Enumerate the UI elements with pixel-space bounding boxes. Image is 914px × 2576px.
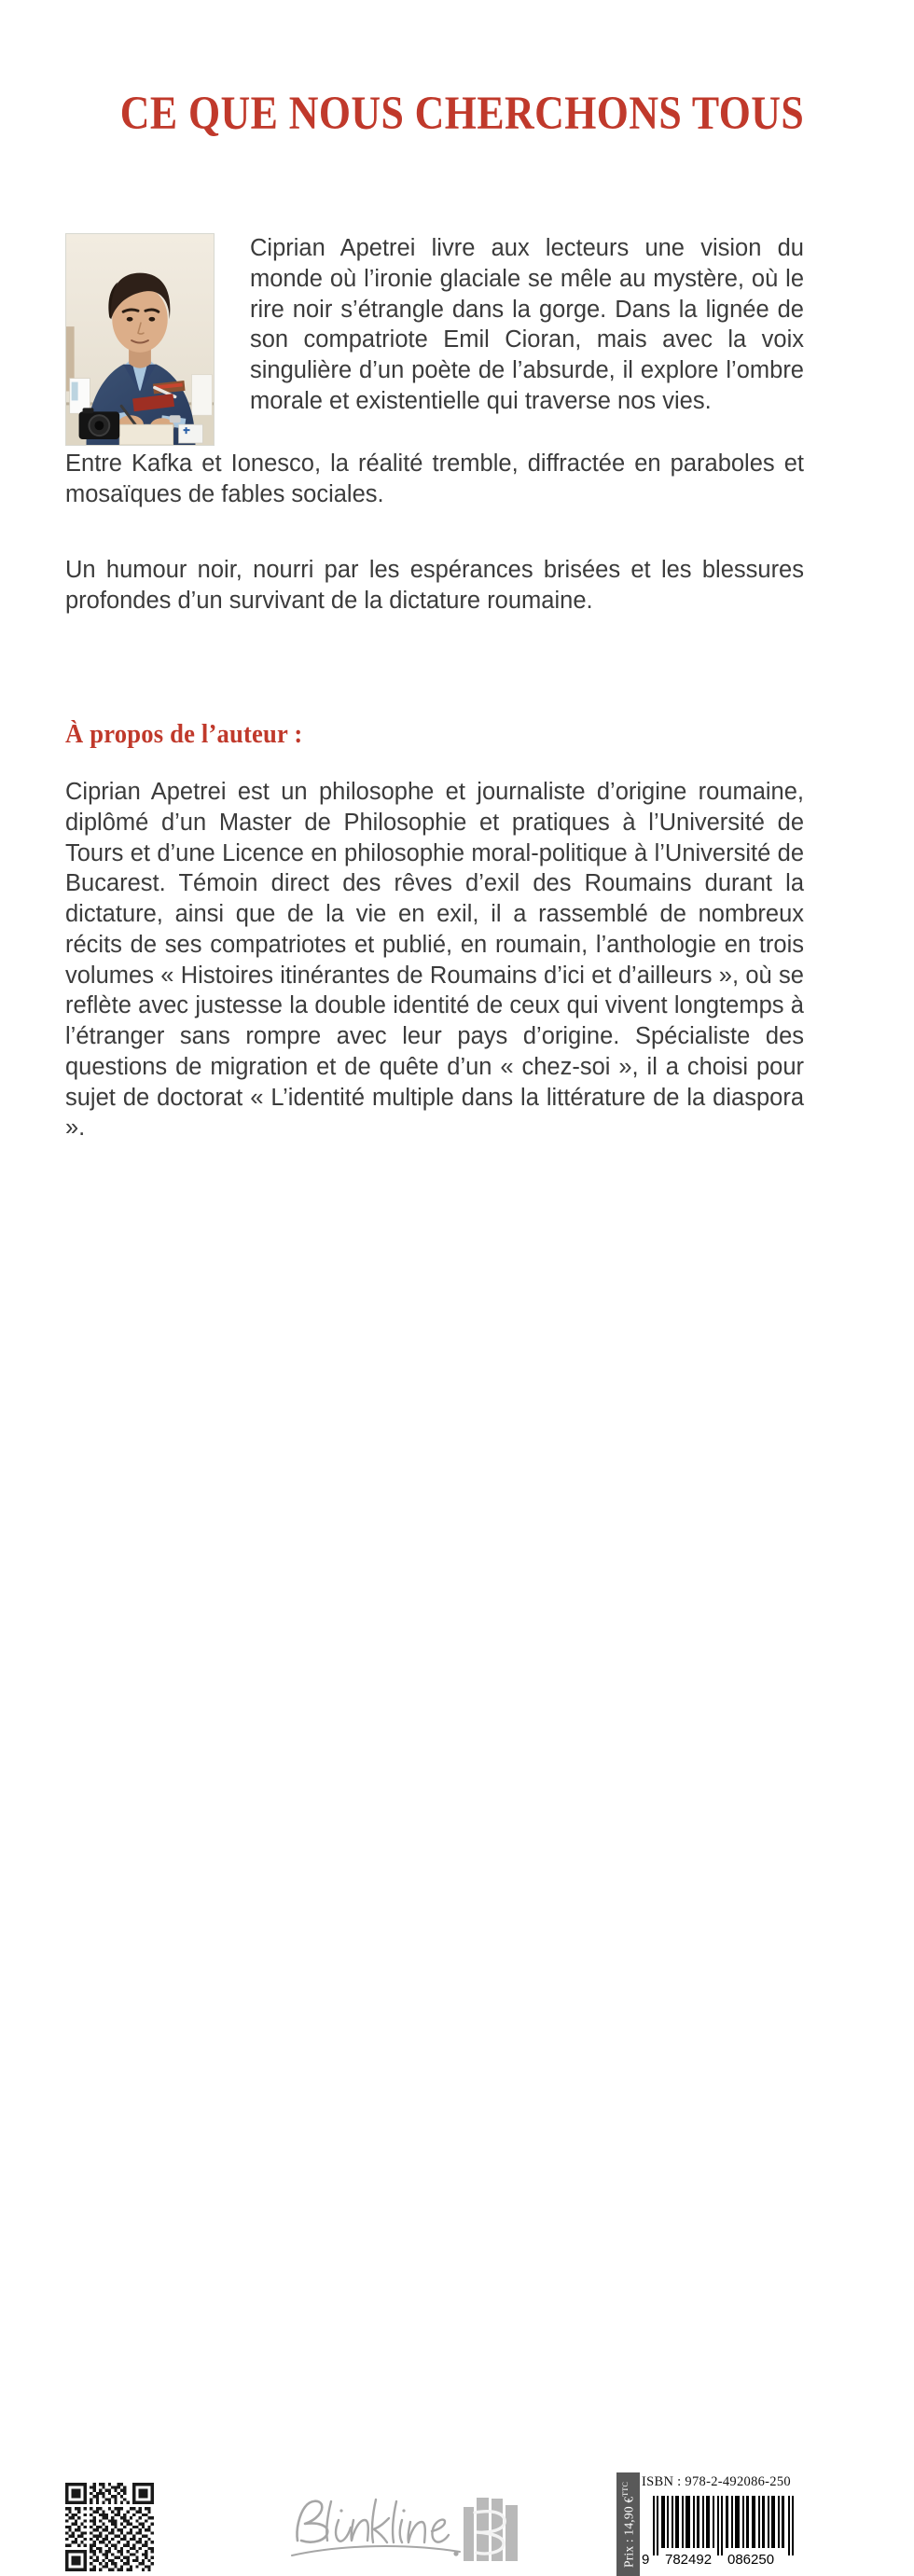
barcode-image	[640, 2494, 804, 2567]
author-biography: Ciprian Apetrei est un philosophe et journaliste d’origine roumaine, diplômé d’un Master de Philosophie et pratiques à l’Université de Tours et d’une Licence en philosophie moral-politique à l’Université de Bucarest. Témoin direct des rêves d’exil des Roumains durant la dictature, ainsi que de la vie en exil, il a rassemblé de nombreux récits de ses compatriotes et publié, en roumain, l’anthologie en trois volumes « Histoires itinérantes de Roumains d’ici et d’ailleurs », où se reflète avec justesse la double identité de ceux qui vivent longtemps à l’étranger sans rompre avec leur pays d’origine. Spécialiste des questions de migration et de quête d’un « chez-soi », il a choisi pour sujet de doctorat « L’identité multiple dans la littérature de la diaspora ».	[65, 779, 804, 1142]
blurb-paragraph-2: Entre Kafka et Ionesco, la réalité tremble, diffractée en paraboles et mosaïques de fables sociales.	[65, 450, 804, 507]
barcode-digits-middle: 782492	[665, 2552, 713, 2567]
page-title: CE QUE NOUS CHERCHONS TOUS	[119, 88, 805, 140]
price-tab	[616, 2472, 640, 2576]
blurb-block	[65, 233, 804, 417]
price-tax-note: TTC	[620, 2481, 630, 2497]
publisher-logo-image	[277, 2479, 522, 2576]
blurb-paragraph-1: Ciprian Apetrei livre aux lecteurs une vision du monde où l’ironie glaciale se mêle au mystère, où le rire noir s’étrangle dans la gorge. Dans la lignée de son compatriote Emil Cioran, mais avec la voix singulière d’un poète de l’absurde, il explore l’ombre morale et existentielle qui traverse nos vies.	[250, 235, 804, 414]
price-value: Prix : 14,90 €	[620, 2496, 635, 2568]
price-label	[620, 2481, 636, 2567]
blurb-paragraph-3: Un humour noir, nourri par les espérances brisées et les blessures profondes d’un survivant de la dictature roumaine.	[65, 557, 804, 614]
about-author-heading: À propos de l’auteur :	[65, 720, 303, 749]
qr-code-icon[interactable]	[65, 2483, 154, 2571]
qr-code-image	[65, 2483, 154, 2571]
barcode-digit-left: 9	[642, 2552, 650, 2567]
publisher-logo	[277, 2479, 522, 2576]
barcode-digits-right: 086250	[727, 2552, 775, 2567]
barcode	[640, 2494, 804, 2567]
isbn-label: ISBN : 978-2-492086-250	[642, 2474, 791, 2489]
isbn-block	[640, 2472, 808, 2567]
footer	[0, 1231, 914, 2568]
